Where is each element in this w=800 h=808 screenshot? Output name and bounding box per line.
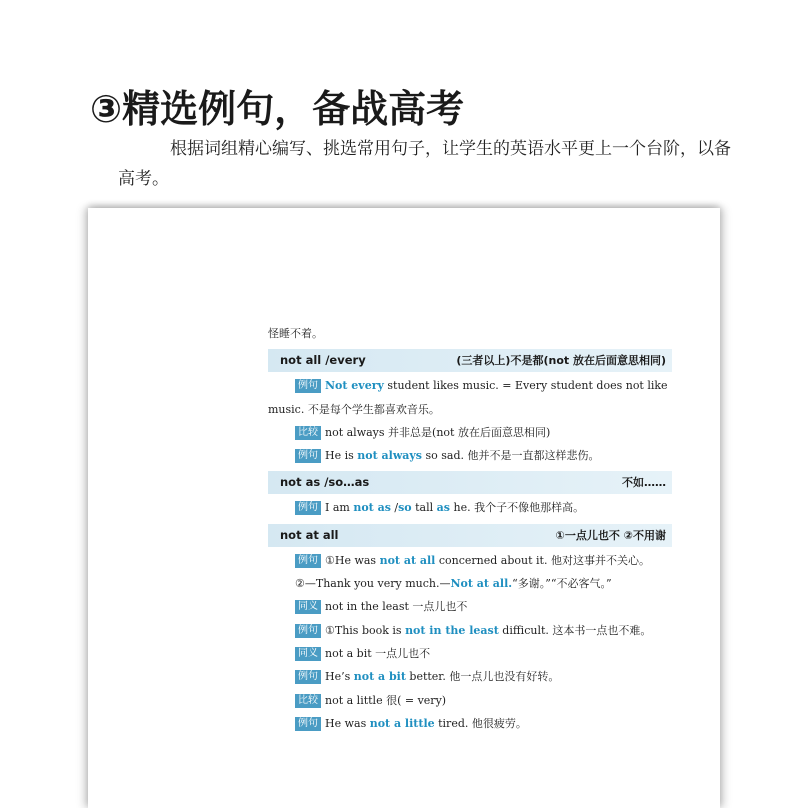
- example-tag: 例句: [295, 670, 321, 684]
- example-text: student likes music. = Every student does not like: [383, 379, 668, 393]
- example-tag: 例句: [295, 501, 321, 515]
- highlight-phrase: not at all: [379, 553, 436, 567]
- example-line: [268, 496, 668, 519]
- example-continuation: music. 不是每个学生都喜欢音乐。: [268, 402, 440, 416]
- highlight-phrase: as: [436, 501, 450, 515]
- entry-header-not-all: [268, 349, 672, 372]
- synonym-tag: 同义: [295, 600, 321, 614]
- example-text: He is: [325, 449, 358, 463]
- entry-phrase: not as /so…as: [280, 475, 370, 490]
- compare-text: not always 并非总是(not 放在后面意思相同): [325, 425, 551, 439]
- entry-definition: 不如……: [622, 476, 666, 490]
- example-text: He’s: [325, 670, 354, 684]
- example-line: [268, 712, 668, 735]
- compare-tag: 比较: [295, 694, 321, 708]
- entry-phrase: not at all: [280, 527, 339, 542]
- entry-definition: ①一点儿也不 ②不用谢: [555, 528, 666, 542]
- synonym-text: not in the least 一点儿也不: [325, 600, 468, 614]
- example-line: [268, 572, 668, 595]
- compare-line: [268, 689, 668, 712]
- example-line: [268, 374, 668, 397]
- example-line: [268, 619, 668, 642]
- example-tag: 例句: [295, 624, 321, 638]
- example-line: [268, 549, 668, 572]
- example-text: I am: [325, 501, 354, 515]
- synonym-tag: 同义: [295, 647, 321, 661]
- example-tag: 例句: [295, 554, 321, 568]
- example-text: He was: [325, 716, 370, 730]
- example-tag: 例句: [295, 449, 321, 463]
- highlight-phrase: not a little: [369, 716, 435, 730]
- compare-tag: 比较: [295, 426, 321, 440]
- entry-header-not-at-all: [268, 524, 672, 547]
- entry-definition: (三者以上)不是都(not 放在后面意思相同): [456, 354, 666, 368]
- example-text: he. 我个子不像他那样高。: [449, 501, 585, 515]
- highlight-phrase: not always: [357, 449, 422, 463]
- highlight-phrase: Not at all.: [450, 577, 513, 591]
- highlight-phrase: so: [398, 501, 412, 515]
- top-line: 怪睡不着。: [268, 327, 323, 340]
- highlight-phrase: not a bit: [353, 670, 406, 684]
- example-line: [268, 665, 668, 688]
- example-line: [268, 444, 668, 467]
- book-page: [88, 208, 720, 808]
- page-content: [268, 322, 668, 735]
- example-tag: 例句: [295, 717, 321, 731]
- synonym-line: [268, 642, 668, 665]
- example-text: difficult. 这本书一点也不难。: [498, 623, 652, 637]
- highlight-phrase: not as: [353, 501, 391, 515]
- compare-text: not a little 很( = very): [325, 693, 447, 707]
- example-text: “多谢。”“不必客气。”: [512, 577, 612, 591]
- example-text: so sad. 他并不是一直都这样悲伤。: [422, 449, 600, 463]
- example-text: concerned about it. 他对这事并不关心。: [435, 553, 650, 567]
- example-text: tired. 他很疲劳。: [434, 716, 527, 730]
- example-text: ①He was: [325, 553, 380, 567]
- example-text: tall: [411, 501, 437, 515]
- synonym-text: not a bit 一点儿也不: [325, 646, 431, 660]
- compare-line: [268, 421, 668, 444]
- section-heading: ③精选例句，备战高考: [90, 87, 465, 131]
- intro-paragraph: 根据词组精心编写、挑选常用句子，让学生的英语水平更上一个台阶，以备高考。: [118, 139, 731, 189]
- highlight-phrase: not in the least: [405, 623, 499, 637]
- example-text: better. 他一点儿也没有好转。: [405, 670, 560, 684]
- synonym-line: [268, 595, 668, 618]
- example-text: /: [390, 501, 399, 515]
- entry-header-not-as-so-as: [268, 471, 672, 494]
- example-tag: 例句: [295, 379, 321, 393]
- highlight-phrase: Not every: [325, 379, 384, 393]
- example-text: ②—Thank you very much.—: [295, 577, 451, 591]
- example-text: ①This book is: [325, 623, 406, 637]
- entry-phrase: not all /every: [280, 353, 366, 368]
